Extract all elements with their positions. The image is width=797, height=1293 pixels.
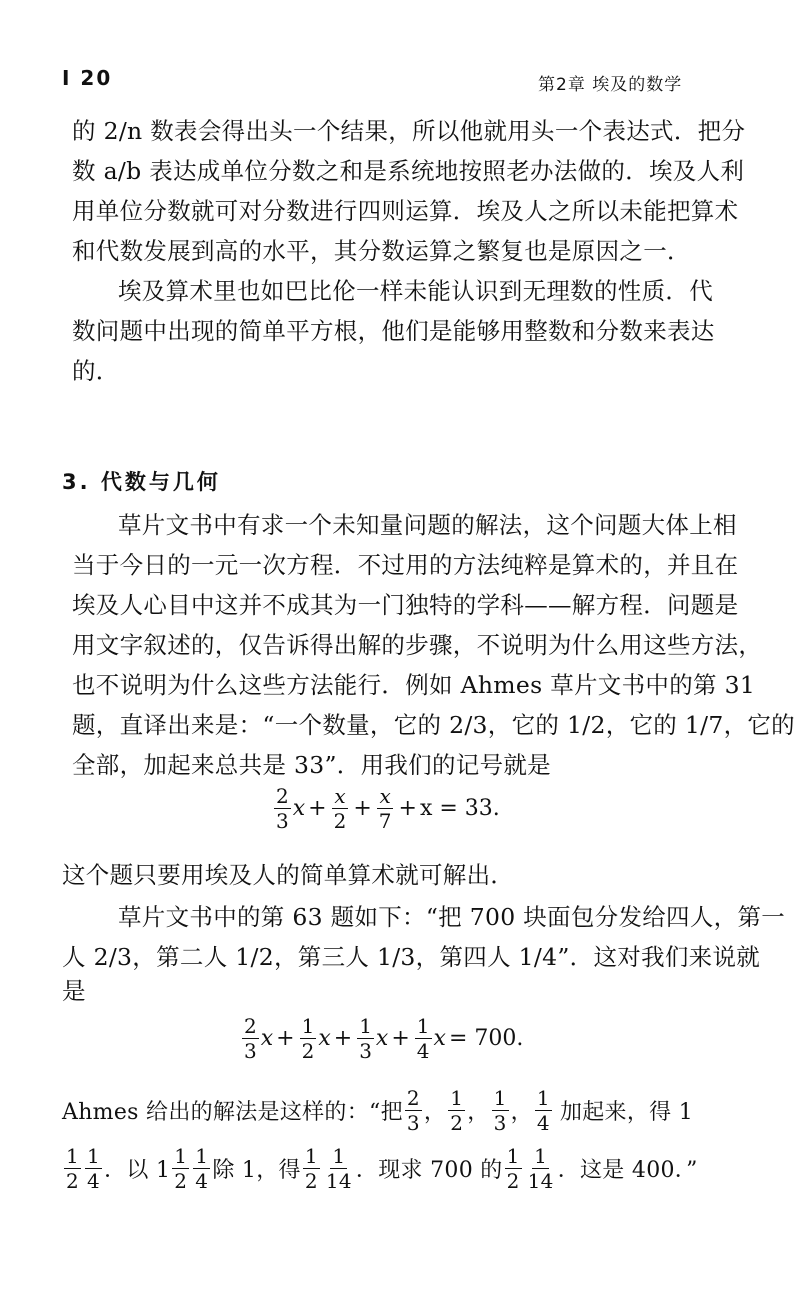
variable: x (260, 1026, 274, 1051)
fraction (85, 1146, 102, 1191)
solution-line-1 (62, 1088, 693, 1133)
denominator: 3 (244, 1039, 257, 1063)
numerator: 1 (66, 1144, 80, 1168)
denominator: 2 (450, 1111, 464, 1135)
numerator: 1 (174, 1144, 188, 1168)
numerator: 1 (332, 1144, 346, 1168)
separator: ， (510, 1100, 533, 1125)
text-line: 当于今日的一元一次方程．不过用的方法纯粹是算术的，并且在 (72, 551, 739, 579)
numerator: 1 (301, 1014, 315, 1038)
text-line: 草片文书中的第 63 题如下：“把 700 块面包分发给四人，第一 (118, 903, 786, 931)
text-line: 埃及算术里也如巴比伦一样未能认识到无理数的性质．代 (118, 277, 713, 305)
text-run: ．这是 400．” (557, 1158, 698, 1183)
numerator: 1 (534, 1144, 548, 1168)
fraction (332, 786, 349, 831)
fraction (448, 1088, 465, 1133)
variable: x (375, 1026, 389, 1051)
numerator: 1 (359, 1014, 372, 1038)
variable: x (292, 796, 306, 821)
text-line: 埃及人心目中这并不成其为一门独特的学科——解方程．问题是 (72, 591, 739, 619)
solution-line-2 (62, 1146, 698, 1191)
fraction (242, 1016, 259, 1061)
fraction (274, 786, 291, 831)
fraction (526, 1146, 556, 1191)
fraction (172, 1146, 189, 1191)
text-line: 草片文书中有求一个未知量问题的解法，这个问题大体上相 (118, 511, 737, 539)
text-line: 用文字叙述的，仅告诉得出解的步骤，不说明为什么用这些方法， (72, 631, 763, 659)
text-line: 是 (62, 977, 86, 1005)
fraction (303, 1146, 320, 1191)
text-line: 用单位分数就可对分数进行四则运算．埃及人之所以未能把算术 (72, 197, 739, 225)
separator: ， (423, 1100, 447, 1125)
text-line: 的． (72, 357, 120, 385)
numerator: x (379, 784, 391, 808)
denominator: 2 (174, 1169, 188, 1193)
denominator: 4 (195, 1169, 209, 1193)
denominator: 4 (87, 1169, 101, 1193)
denominator: 3 (493, 1111, 507, 1135)
fraction (415, 1016, 432, 1061)
fraction (505, 1146, 522, 1191)
equation-31 (272, 786, 500, 831)
text-line: 数问题中出现的简单平方根，他们是能够用整数和分数来表达 (72, 317, 715, 345)
plus-sign: + (308, 796, 327, 821)
numerator: 1 (87, 1144, 101, 1168)
separator: ， (467, 1100, 490, 1125)
numerator: 1 (195, 1144, 209, 1168)
denominator: 14 (527, 1169, 554, 1193)
denominator: 2 (66, 1169, 80, 1193)
denominator: 3 (276, 809, 289, 833)
numerator: 1 (493, 1086, 507, 1110)
text-run: 除 1，得 (212, 1158, 301, 1183)
fraction (357, 1016, 374, 1061)
text-run: 加起来，得 1 (559, 1100, 694, 1125)
numerator: 2 (244, 1014, 257, 1038)
plus-sign: + (391, 1026, 410, 1051)
fraction (193, 1146, 210, 1191)
equation-tail: = 700. (448, 1026, 524, 1051)
denominator: 2 (506, 1169, 520, 1193)
running-header-chapter: 第2章 埃及的数学 (538, 75, 683, 95)
numerator: 2 (406, 1086, 420, 1110)
fraction (535, 1088, 552, 1133)
equation-tail: x = 33. (419, 796, 500, 821)
text-line: 全部，加起来总共是 33”．用我们的记号就是 (72, 751, 551, 779)
section-heading: 3. 代数与几何 (62, 470, 221, 494)
variable: x (433, 1026, 446, 1051)
text-run: ．现求 700 的 (355, 1158, 503, 1183)
text-line: 和代数发展到高的水平，其分数运算之繁复也是原因之一． (72, 237, 691, 265)
plus-sign: + (276, 1026, 295, 1051)
numerator: 1 (536, 1086, 550, 1110)
text-line: 数 a/b 表达成单位分数之和是系统地按照老办法做的．埃及人利 (72, 157, 745, 185)
denominator: 3 (359, 1039, 372, 1063)
denominator: 4 (536, 1111, 550, 1135)
variable: x (318, 1026, 331, 1051)
fraction (405, 1088, 422, 1133)
numerator: 1 (416, 1014, 430, 1038)
denominator: 4 (416, 1039, 430, 1063)
denominator: 2 (301, 1039, 315, 1063)
text-run: ．以 1 (104, 1158, 171, 1183)
plus-sign: + (333, 1026, 353, 1051)
page-number: I 20 (62, 66, 113, 90)
numerator: 1 (506, 1144, 520, 1168)
denominator: 7 (378, 809, 392, 833)
fraction (324, 1146, 354, 1191)
text-run: Ahmes 给出的解法是这样的：“把 (62, 1100, 403, 1125)
numerator: x (334, 784, 346, 808)
plus-sign: + (353, 796, 372, 821)
text-line: 人 2/3，第二人 1/2，第三人 1/3，第四人 1/4”．这对我们来说就 (62, 943, 761, 971)
fraction (492, 1088, 509, 1133)
plus-sign: + (398, 796, 417, 821)
numerator: 1 (304, 1144, 318, 1168)
text-line: 题，直译出来是：“一个数量，它的 2/3，它的 1/2，它的 1/7，它的 (72, 711, 795, 739)
denominator: 2 (304, 1169, 318, 1193)
fraction (300, 1016, 317, 1061)
equation-63 (240, 1016, 523, 1061)
numerator: 1 (450, 1086, 464, 1110)
fraction (64, 1146, 81, 1191)
numerator: 2 (276, 784, 289, 808)
fraction (377, 786, 394, 831)
denominator: 2 (333, 809, 347, 833)
denominator: 14 (325, 1169, 352, 1193)
text-line: 的 2/n 数表会得出头一个结果，所以他就用头一个表达式．把分 (72, 117, 746, 145)
denominator: 3 (406, 1111, 420, 1135)
text-line: 这个题只要用埃及人的简单算术就可解出． (62, 861, 515, 889)
text-line: 也不说明为什么这些方法能行．例如 Ahmes 草片文书中的第 31 (72, 671, 756, 699)
